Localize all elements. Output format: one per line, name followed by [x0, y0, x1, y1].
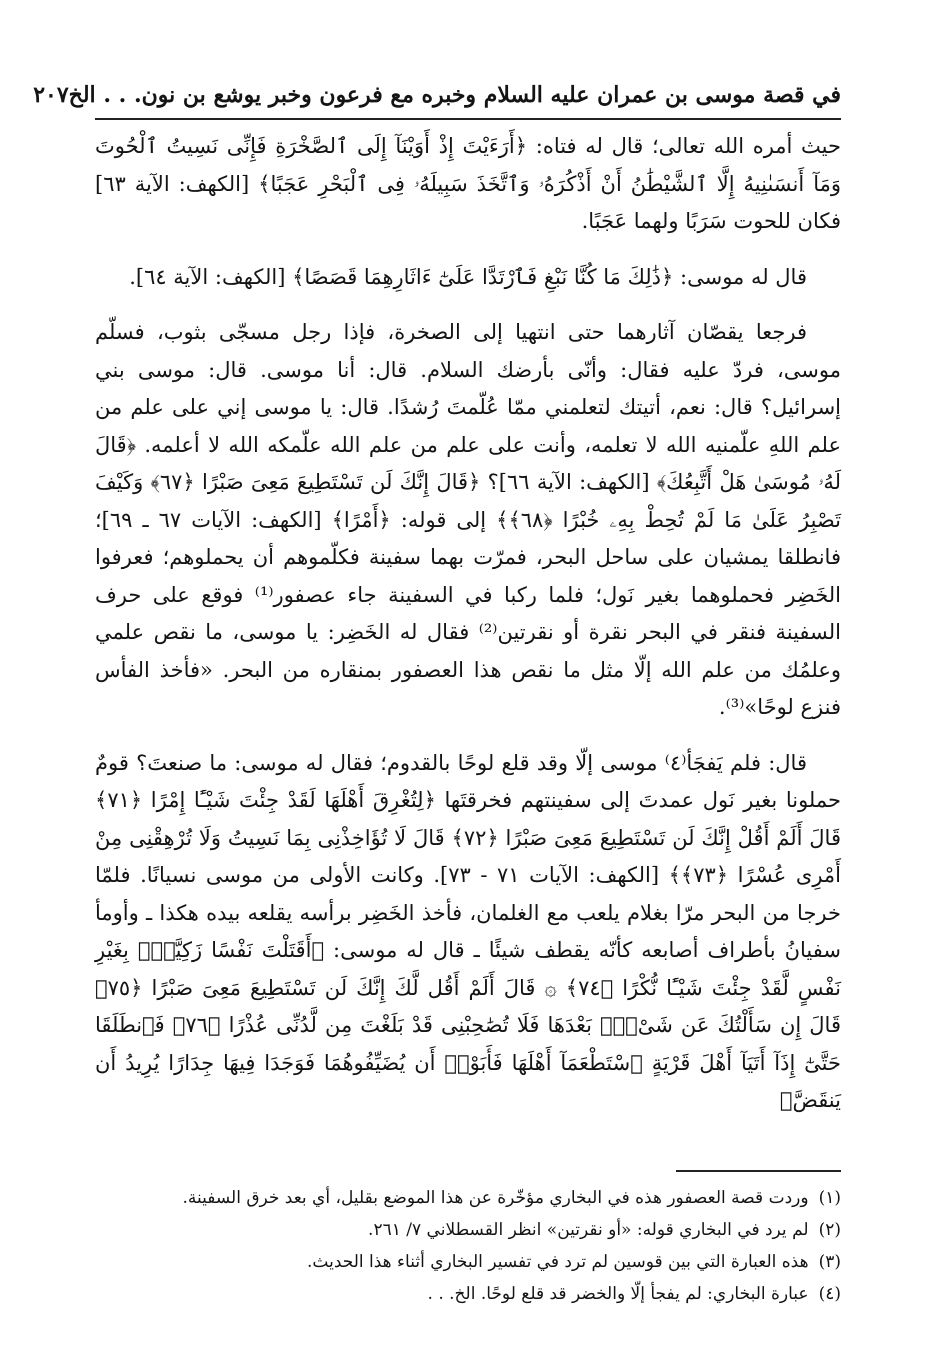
- footnotes: [95, 1182, 841, 1310]
- footnote-text: لم يرد في البخاري قوله: «أو نقرتين» انظر القسطلاني ٧/ ٢٦١.: [368, 1220, 809, 1240]
- running-title: في قصة موسى بن عمران عليه السلام وخبره مع فرعون وخبر يوشع بن نون. . . الخ: [68, 82, 841, 108]
- footnote: [95, 1278, 841, 1310]
- footnote-number: (٢): [818, 1220, 841, 1240]
- body-text: [95, 128, 841, 1138]
- footnote-text: هذه العبارة التي بين قوسين لم ترد في تفسير البخاري أثناء هذا الحديث.: [307, 1252, 809, 1272]
- paragraph: قال: فلم يَفجَأ⁽٤⁾ موسى إلّا وقد قلع لوحًا بالقدوم؛ فقال له موسى: ما صنعتَ؟ قومٌ حملونا بغير نَول عمدتَ إلى سفينتهم فخرقتَها ﴿لِتُغْرِقَ أَهْلَهَا لَقَدْ جِئْتَ شَيْـًٔا إِمْرًا ﴿٧١﴾ قَالَ أَلَمْ أَقُلْ إِنَّكَ لَن تَسْتَطِيعَ مَعِىَ صَبْرًا ﴿٧٢﴾ قَالَ لَا تُؤَاخِذْنِى بِمَا نَسِيتُ وَلَا تُرْهِقْنِى مِنْ أَمْرِى عُسْرًا ﴿٧٣﴾﴾ [الكهف: الآيات ٧١ - ٧٣]. وكانت الأولى من موسى نسيانًا. فلمّا خرجا من البحر مرّا بغلام يلعب مع الغلمان، فأخذ الخَضِر برأسه يقلعه بيده هكذا ـ وأومأ سفيانُ بأطراف أصابعه كأنّه يقطف شيئًا ـ قال له موسى: ﴿أَقَتَلْتَ نَفْسًا زَكِيَّةًۢ بِغَيْرِ نَفْسٍ لَّقَدْ جِئْتَ شَيْـًٔا نُّكْرًا ﴿٧٤﴾ ۞ قَالَ أَلَمْ أَقُل لَّكَ إِنَّكَ لَن تَسْتَطِيعَ مَعِىَ صَبْرًا ﴿٧٥﴾ قَالَ إِن سَأَلْتُكَ عَن شَىْءٍۭ بَعْدَهَا فَلَا تُصَٰحِبْنِى قَدْ بَلَغْتَ مِن لَّدُنِّى عُذْرًا ﴿٧٦﴾ فَٱنطَلَقَا حَتَّىٰٓ إِذَآ أَتَيَآ أَهْلَ قَرْيَةٍ ٱسْتَطْعَمَآ أَهْلَهَا فَأَبَوْا۟ أَن يُضَيِّفُوهُمَا فَوَجَدَا فِيهَا جِدَارًا يُرِيدُ أَن يَنقَضَّ﴾: [95, 750, 842, 1112]
- page-number: ٢٠٧: [33, 82, 69, 108]
- footnote: [95, 1182, 841, 1214]
- footnote-number: (٤): [818, 1284, 841, 1304]
- footnote-number: (٣): [818, 1252, 841, 1272]
- paragraph: فرجعا يقصّان آثارهما حتى انتهيا إلى الصخرة، فإذا رجل مسجّى بثوب، فسلّم موسى، فردّ عليه فقال: وأنّى بأرضك السلام. قال: أنا موسى. قال: موسى بني إسرائيل؟ قال: نعم، أتيتك لتعلمني ممّا عُلّمتَ رُشدًا. قال: يا موسى إني على علم من علم اللهِ علّمنيه الله لا تعلمه، وأنت على علم من علم الله علّمكه الله لا أعلمه. ﴿قَالَ لَهُۥ مُوسَىٰ هَلْ أَتَّبِعُكَ﴾ [الكهف: الآية ٦٦]؟ ﴿قَالَ إِنَّكَ لَن تَسْتَطِيعَ مَعِىَ صَبْرًا ﴿٦٧﴾ وَكَيْفَ تَصْبِرُ عَلَىٰ مَا لَمْ تُحِطْ بِهِۦ خُبْرًا ﴿٦٨﴾﴾ إلى قوله: ﴿أَمْرًا﴾ [الكهف: الآيات ٦٧ ـ ٦٩]؛ فانطلقا يمشيان على ساحل البحر، فمرّت بهما سفينة فكلّموهم أن يحملوهم؛ فعرفوا الخَضِر فحملوهما بغير نَول؛ فلما ركبا في السفينة جاء عصفور⁽¹⁾ فوقع على حرف السفينة فنقر في البحر نقرة أو نقرتين⁽²⁾ فقال له الخَضِر: يا موسى، ما نقص علمي وعلمُك من علم الله إلّا مثل ما نقص هذا العصفور بمنقاره من البحر. «فأخذ الفأس فنزع لوحًا»⁽³⁾.: [95, 320, 842, 719]
- footnote: [95, 1246, 841, 1278]
- footnote-number: (١): [818, 1188, 841, 1208]
- paragraph: حيث أمره الله تعالى؛ قال له فتاه: ﴿أَرَءَيْتَ إِذْ أَوَيْنَآ إِلَى ٱلصَّخْرَةِ فَإِنِّى نَسِيتُ ٱلْحُوتَ وَمَآ أَنسَىٰنِيهُ إِلَّا ٱلشَّيْطَٰنُ أَنْ أَذْكُرَهُۥ وَٱتَّخَذَ سَبِيلَهُۥ فِى ٱلْبَحْرِ عَجَبًا﴾ [الكهف: الآية ٦٣] فكان للحوت سَرَبًا ولهما عَجَبًا.: [95, 134, 841, 233]
- footnote: [95, 1214, 841, 1246]
- footnote-separator: [676, 1170, 841, 1172]
- page-header: [33, 72, 841, 120]
- paragraph: قال له موسى: ﴿ذَٰلِكَ مَا كُنَّا نَبْغِ فَٱرْتَدَّا عَلَىٰٓ ءَاثَارِهِمَا قَصَصًا﴾ [الكهف: الآية ٦٤].: [129, 264, 807, 289]
- footnote-text: عبارة البخاري: لم يفجأ إلّا والخضر قد قلع لوحًا. الخ. . .: [427, 1284, 809, 1304]
- footnote-text: وردت قصة العصفور هذه في البخاري مؤخّرة عن هذا الموضع بقليل، أي بعد خرق السفينة.: [182, 1188, 809, 1208]
